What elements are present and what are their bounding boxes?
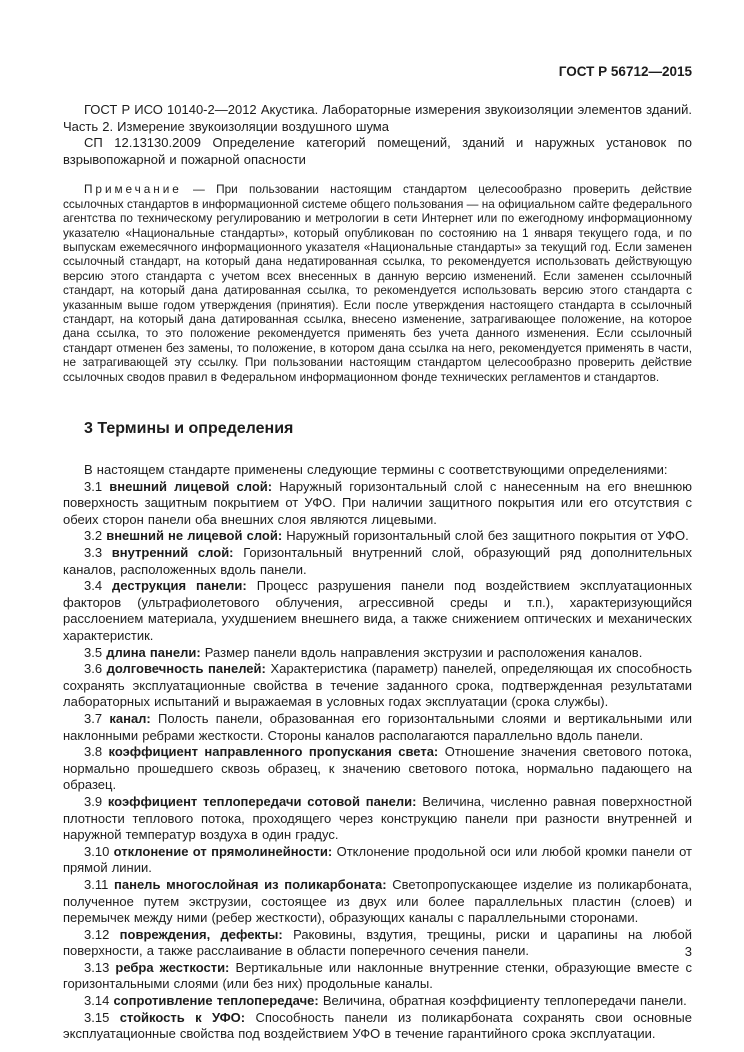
term-name: коэффициент направленного пропускания света:: [108, 744, 439, 760]
term-definition: [63, 1010, 692, 1043]
term-definition: [63, 661, 692, 711]
term-text: Отклонение продольной оси или любой кромки панели от прямой линии.: [63, 843, 692, 876]
term-definition: [63, 645, 692, 662]
term-definition: [63, 744, 692, 794]
doc-code: ГОСТ Р 56712—2015: [558, 64, 692, 79]
term-definition: [63, 479, 692, 529]
term-text: Вертикальные или наклонные внутренние стенки, образующие вместе с горизонтальными слоями (или без них) продольные каналы.: [63, 959, 692, 992]
term-number: 3.12: [84, 926, 110, 942]
term-name: панель многослойная из поликарбоната:: [114, 876, 387, 892]
term-definition: [63, 545, 692, 578]
note-block: [63, 182, 692, 384]
term-text: Наружный горизонтальный слой без защитного покрытия от УФО.: [286, 528, 689, 544]
term-definition: [63, 993, 692, 1010]
note-label: Примечание: [84, 182, 182, 197]
term-definition: [63, 794, 692, 844]
term-number: 3.11: [84, 876, 109, 892]
section-heading: 3 Термины и определения: [84, 420, 294, 438]
term-text: Отношение значения светового потока, нормально прошедшего сквозь образец, к значению светового потока, нормально падающего на образец.: [63, 744, 692, 793]
term-name: ребра жесткости:: [115, 959, 230, 975]
term-name: коэффициент теплопередачи сотовой панели:: [107, 793, 417, 809]
reference-item: СП 12.13130.2009 Определение категорий помещений, зданий и наружных установок по взрывопожарной и пожарной опасности: [63, 135, 692, 167]
term-number: 3.10: [84, 843, 110, 859]
term-name: внешний не лицевой слой:: [106, 528, 283, 544]
term-name: отклонение от прямолинейности:: [113, 843, 333, 859]
term-number: 3.8: [84, 744, 103, 760]
term-text: Размер панели вдоль направления экструзии и расположения каналов.: [204, 644, 643, 660]
term-definition: [63, 711, 692, 744]
term-text: Величина, обратная коэффициенту теплопередачи панели.: [322, 993, 687, 1009]
term-text: Светопропускающее изделие из поликарбоната, полученное путем экструзии, состоящее из двух или более параллельных пластин (слоев) и перемычек между ними (ребер жесткости), образующих каналы с параллельными сторонами.: [63, 876, 692, 926]
term-name: сопротивление теплопередаче:: [113, 993, 319, 1009]
reference-item: ГОСТ Р ИСО 10140-2—2012 Акустика. Лабораторные измерения звукоизоляции элементов зданий. Часть 2. Измерение звукоизоляции воздушного шума: [63, 102, 692, 134]
note-text: — При пользовании настоящим стандартом целесообразно проверить действие ссылочных стандартов в информационной системе общего пользования — на официальном сайте федерального агентства по техническому регулированию и метрологии в сети Интернет или по ежегодному информационному указателю «Национальные стандарты», который опубликован по состоянию на 1 января текущего года, и по выпускам ежемесячного информационного указателя «Национальные стандарты» за текущий год. Если заменен ссылочный стандарт, на который дана недатированная ссылка, то рекомендуется использовать действующую версию этого стандарта с учетом всех внесенных в данную версию изменений. Если заменен ссылочный стандарт, на который дана датированная ссылка, то рекомендуется использовать версию этого стандарта с указанным выше годом утверждения (принятия). Если после утверждения настоящего стандарта в ссылочный стандарт, на который дана датированная ссылка, внесено изменение, затрагивающее положение, на которое дана ссылка, то это положение рекомендуется применять без учета данного изменения. Если ссылочный стандарт отменен без замены, то положение, в котором дана ссылка на него, рекомендуется применять в части, не затрагивающей эту ссылку. При пользовании настоящим стандартом целесообразно проверить действие ссылочных сводов правил в Федеральном информационном фонде технических регламентов и стандартов.: [63, 182, 692, 384]
term-text: Горизонтальный внутренний слой, образующий ряд дополнительных каналов, расположенных вдоль панели.: [63, 545, 692, 577]
term-name: долговечность панелей:: [106, 661, 266, 677]
term-number: 3.7: [84, 710, 103, 726]
term-text: Способность панели из поликарбоната сохранять свои основные эксплуатационные свойства под воздействием УФО в течение гарантийного срока эксплуатации.: [63, 1009, 692, 1042]
term-name: канал:: [109, 710, 151, 726]
term-text: Раковины, вздутия, трещины, риски и царапины на любой поверхности, а также расслаивание в области поперечного сечения панели.: [63, 926, 692, 959]
term-number: 3.14: [84, 993, 110, 1009]
term-name: деструкция панели:: [112, 578, 247, 594]
term-text: Характеристика (параметр) панелей, определяющая их способность сохранять эксплуатационные свойства в течение заданного срока, подтвержденная результатами лабораторных испытаний и выражаемая в условных годах эксплуатации (срока службы).: [63, 661, 692, 710]
term-text: Процесс разрушения панели под воздействием эксплуатационных факторов (ультрафиолетового облучения, агрессивной среды и т.п.), характеризующийся расслоением материала, ухудшением внешнего вида, а также снижением оптических и механических характеристик.: [63, 578, 692, 643]
section-intro: В настоящем стандарте применены следующие термины с соответствующими определениями:: [84, 462, 668, 478]
term-definition: [63, 528, 692, 545]
term-name: внешний лицевой слой:: [109, 478, 273, 494]
term-text: Наружный горизонтальный слой с нанесенным на его внешнюю поверхность защитным покрытием от УФО. При наличии защитного покрытия или его отсутствия с обеих сторон панели оба внешних слоя являются лицевыми.: [63, 478, 692, 527]
term-definition: [63, 844, 692, 877]
term-definition: [63, 578, 692, 644]
note-paragraph: [63, 182, 692, 384]
term-definition: [63, 960, 692, 993]
term-name: длина панели:: [106, 644, 201, 660]
term-text: Полость панели, образованная его горизонтальными слоями и вертикальными или наклонными ребрами жесткости. Стороны каналов располагаются параллельно вдоль панели.: [63, 710, 692, 743]
term-number: 3.5: [84, 644, 103, 660]
term-number: 3.4: [84, 578, 103, 594]
term-number: 3.6: [84, 661, 103, 677]
terms-list: [63, 479, 692, 1043]
term-definition: [63, 927, 692, 960]
term-name: повреждения, дефекты:: [119, 926, 283, 942]
page-content: [63, 64, 692, 1043]
term-number: 3.9: [84, 793, 103, 809]
term-number: 3.2: [84, 528, 103, 544]
term-number: 3.1: [84, 478, 103, 494]
term-name: стойкость к УФО:: [119, 1009, 246, 1025]
term-definition: [63, 877, 692, 927]
page-number: 3: [684, 944, 692, 959]
running-header: [63, 64, 692, 80]
term-number: 3.3: [84, 545, 103, 561]
term-name: внутренний слой:: [111, 545, 234, 561]
term-number: 3.15: [84, 1009, 110, 1025]
term-text: Величина, численно равная поверхностной плотности теплового потока, проходящего через конструкцию панели при разности внутренней и наружной температур воздуха в один градус.: [63, 793, 692, 843]
term-number: 3.13: [84, 959, 110, 975]
